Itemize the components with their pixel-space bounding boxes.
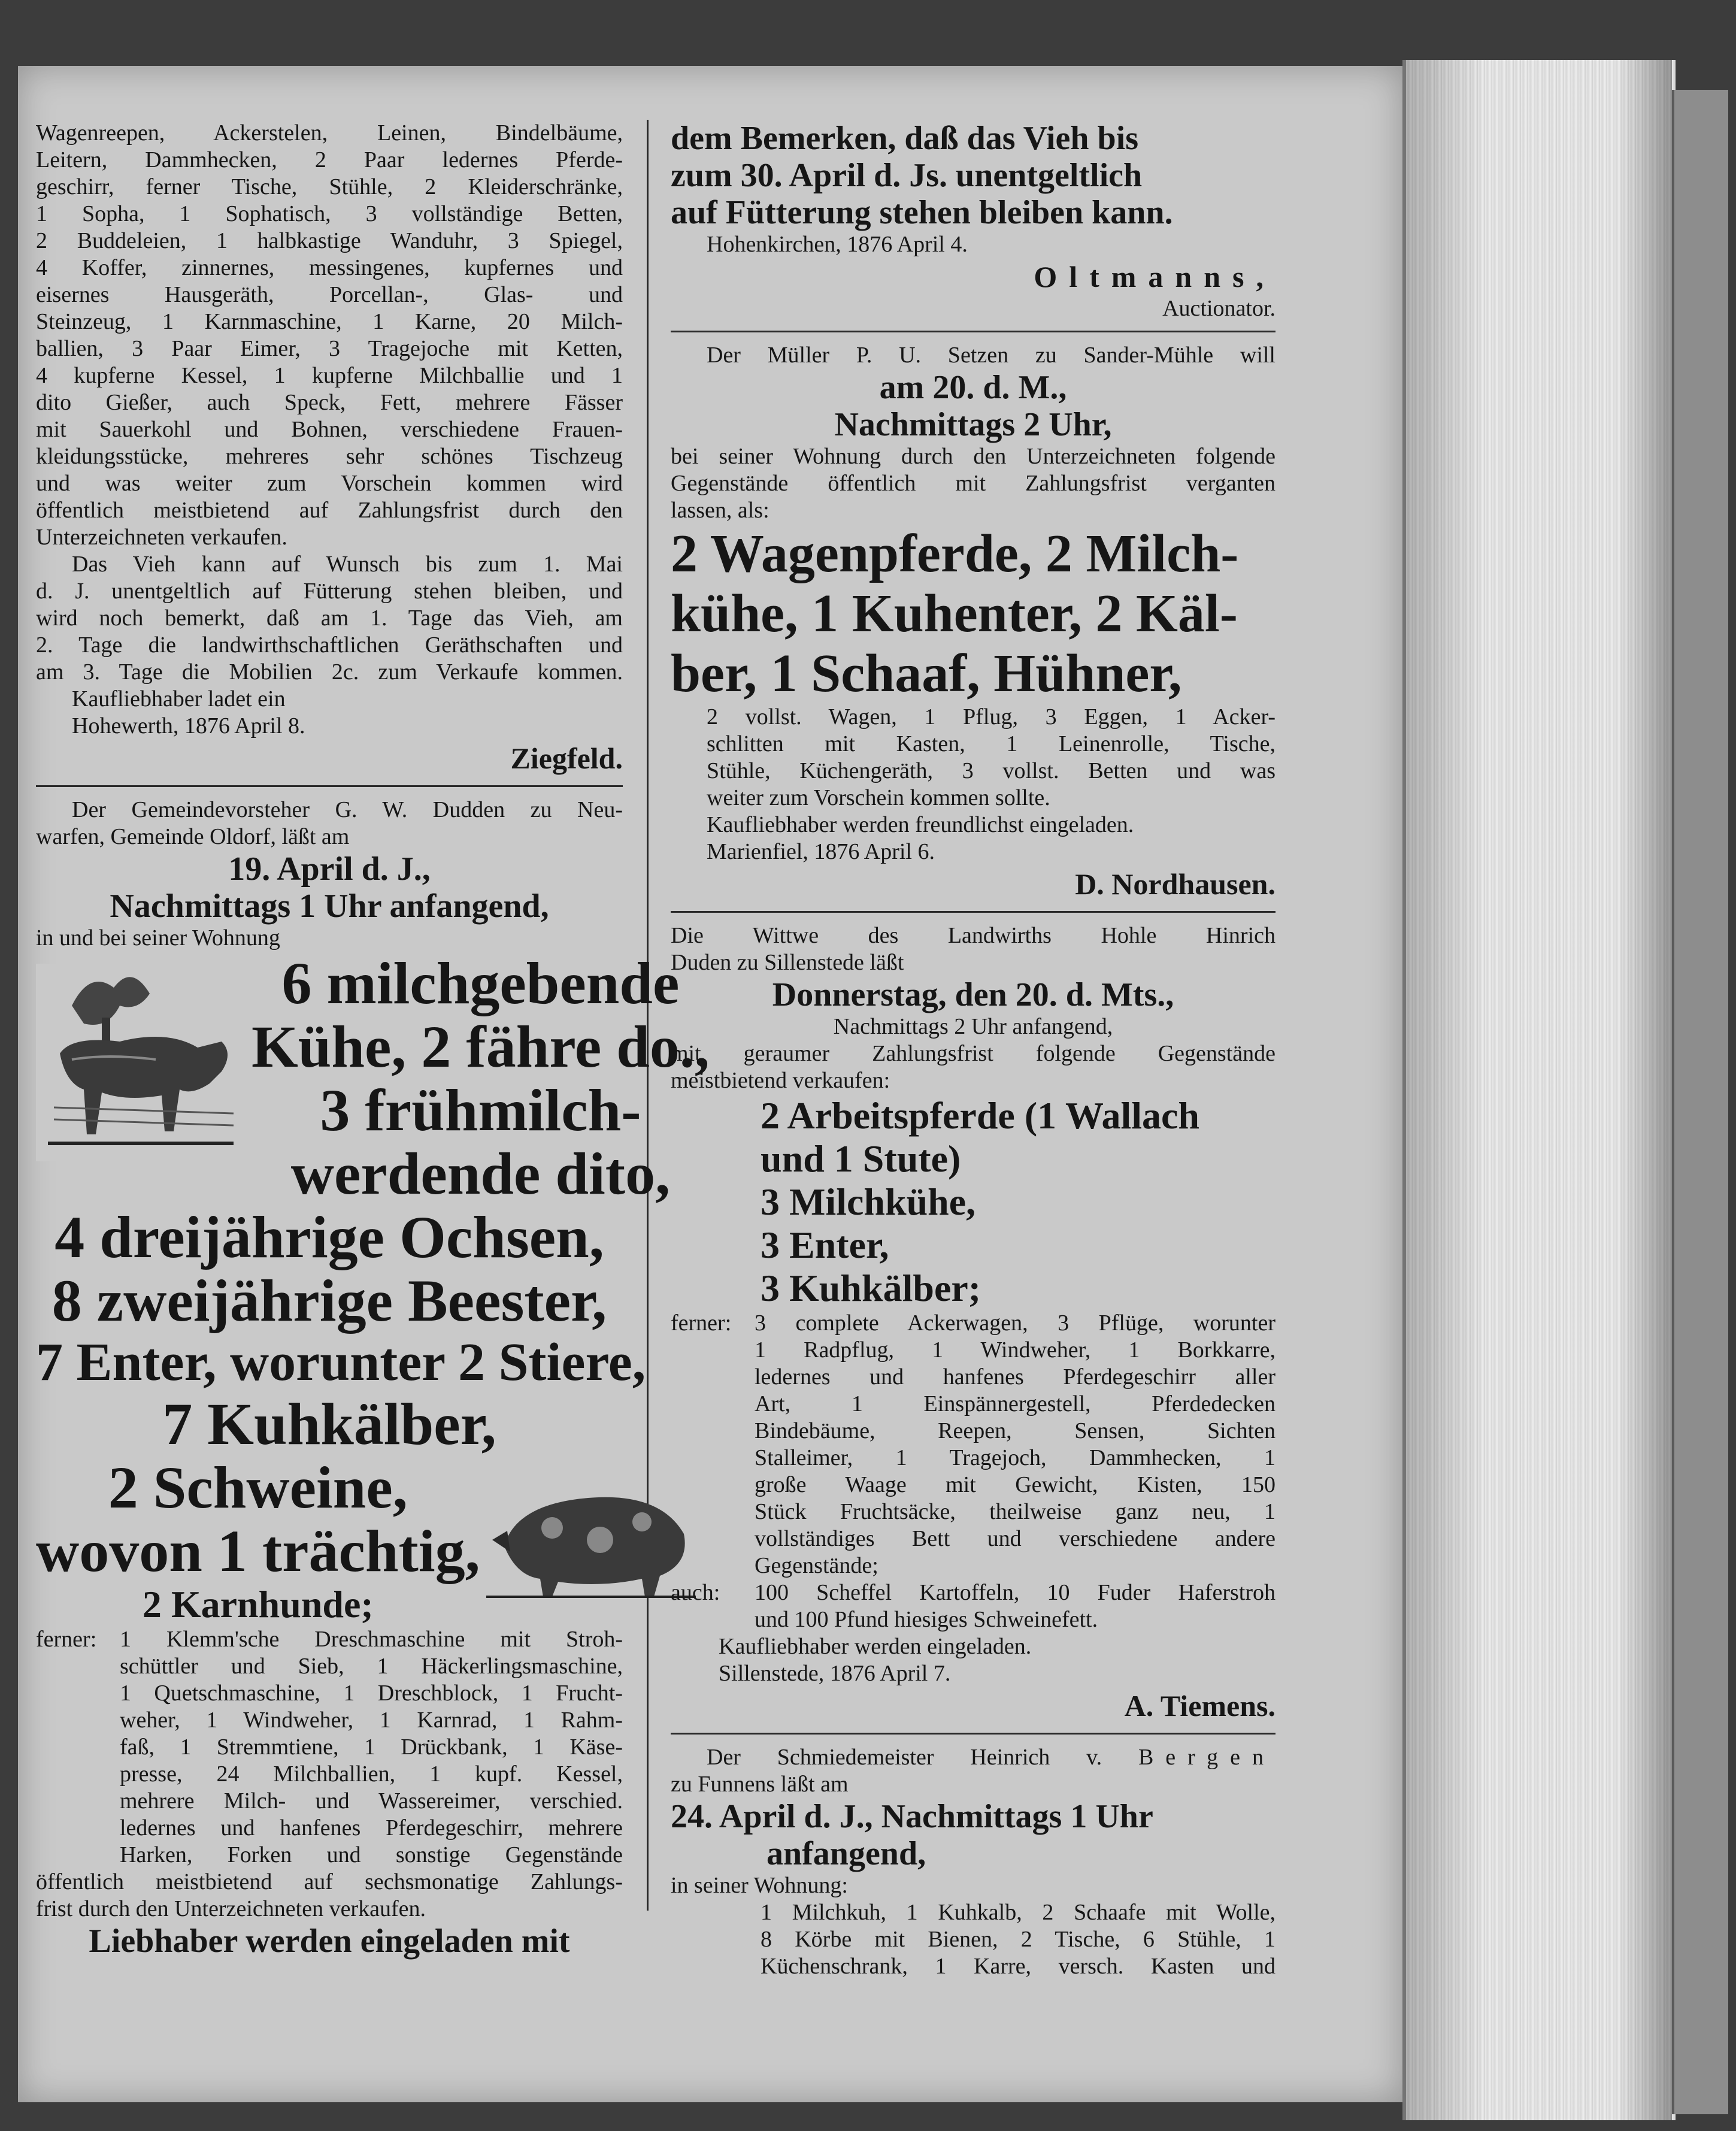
- ad-separator: [36, 785, 623, 787]
- text-line: Kaufliebhaber werden freundlichst eingeladen.: [707, 812, 1134, 837]
- text-line: Sillenstede, 1876 April 7.: [719, 1661, 951, 1686]
- text-line: in seiner Wohnung:: [671, 1873, 848, 1898]
- text-line: [671, 1744, 1276, 1771]
- text-line: warfen, Gemeinde Oldorf, läßt am: [36, 824, 350, 849]
- text-line: Der Müller P. U. Setzen zu Sander-Mühle will: [707, 343, 1276, 368]
- text-line: 1 Klemm'sche Dreschmaschine mit Stroh-: [120, 1627, 623, 1652]
- big-line: dem Bemerken, daß das Vieh bis: [671, 120, 1138, 157]
- text-line: öffentlich meistbietend auf Zahlungsfrist durch den: [36, 498, 623, 523]
- ad3-tail: [671, 1633, 1276, 1687]
- text-line: weher, 1 Windweher, 1 Karnrad, 1 Rahm-: [120, 1708, 623, 1733]
- place-date: Hohenkirchen, 1876 April 4.: [707, 232, 968, 257]
- book-cover: [1672, 90, 1728, 2114]
- auction-date: 19. April d. J.,: [228, 850, 431, 888]
- text-line: ballien, 3 Paar Eimer, 3 Tragejoche mit Ketten,: [36, 336, 623, 361]
- pig-block: [36, 1456, 623, 1626]
- text-line: schüttler und Sieb, 1 Häckerlingsmaschine,: [120, 1654, 623, 1679]
- text-line: dito Gießer, auch Speck, Fett, mehrere Fässer: [36, 390, 623, 415]
- big-line: werdende dito,: [290, 1140, 671, 1207]
- big-line: 7 Enter, worunter 2 Stiere,: [36, 1333, 646, 1392]
- intro-name-spaced: Bergen: [1138, 1745, 1276, 1770]
- auch-label: auch:: [671, 1580, 720, 1605]
- big-line: auf Fütterung stehen bleiben kann.: [671, 194, 1173, 231]
- ferner-body: [755, 1310, 1276, 1579]
- text-line: presse, 24 Milchballien, 1 kupf. Kessel,: [120, 1761, 623, 1787]
- signature-title: Auctionator.: [1162, 296, 1276, 321]
- ferner-list: [671, 1310, 1276, 1579]
- text-line: Marienfiel, 1876 April 6.: [707, 839, 935, 864]
- auction-time: Nachmittags 1 Uhr anfangend,: [110, 888, 549, 925]
- ad4-items: [671, 1899, 1276, 1980]
- text-line: Der Gemeindevorsteher G. W. Dudden zu Neu-: [72, 797, 623, 822]
- cow-woodcut-illustration: [36, 964, 252, 1164]
- ad1-continued-text: [36, 120, 623, 777]
- big-line: 3 Enter,: [761, 1224, 889, 1266]
- big-line: 3 frühmilch-: [320, 1077, 641, 1143]
- auction-date: 24. April d. J., Nachmittags 1 Uhr: [671, 1798, 1153, 1835]
- text-line: 1 Sopha, 1 Sophatisch, 3 vollständige Betten,: [36, 201, 623, 226]
- text-line: mehrere Milch- und Wassereimer, verschied.: [120, 1788, 623, 1814]
- ad-separator: [671, 911, 1276, 913]
- text-line: Gegenstände öffentlich mit Zahlungsfrist verganten: [671, 471, 1276, 496]
- ad4-funnens: [671, 1744, 1276, 1980]
- text-line: 8 Körbe mit Bienen, 2 Tische, 6 Stühle, 1: [761, 1927, 1276, 1952]
- text-line: Leitern, Dammhecken, 2 Paar ledernes Pferde-: [36, 147, 623, 172]
- text-line: Art, 1 Einspännergestell, Pferdedecken: [755, 1391, 1276, 1416]
- text-line: Harken, Forken und sonstige Gegenstände: [120, 1842, 623, 1867]
- text-line: weiter zum Vorschein kommen sollte.: [707, 785, 1050, 810]
- text-line: 3 complete Ackerwagen, 3 Pflüge, worunter: [755, 1310, 1276, 1336]
- big-line: wovon 1 trächtig,: [36, 1518, 480, 1584]
- text-line: zu Funnens läßt am: [671, 1772, 849, 1797]
- text-line: 4 kupferne Kessel, 1 kupferne Milchballie und 1: [36, 363, 623, 388]
- ferner-label: ferner:: [36, 1627, 97, 1652]
- big-line: 2 Karnhunde;: [142, 1583, 374, 1626]
- big-line: 6 milchgebende: [281, 950, 680, 1016]
- right-column: [671, 120, 1276, 1980]
- text-line: große Waage mit Gewicht, Kisten, 150: [755, 1472, 1276, 1497]
- text-line: Stalleimer, 1 Tragejoch, Dammhecken, 1: [755, 1445, 1276, 1470]
- ad3-sillenstede: [671, 922, 1276, 1724]
- ferner-label: ferner:: [671, 1310, 732, 1336]
- text-line: mit geraumer Zahlungsfrist folgende Gegenstände: [671, 1041, 1276, 1066]
- text-line: öffentlich meistbietend auf sechsmonatige Zahlungs-: [36, 1869, 623, 1894]
- ad-separator: [671, 331, 1276, 332]
- text-line: Stück Fruchtsäcke, theilweise ganz neu, 1: [755, 1499, 1276, 1524]
- page-stack-shade: [1402, 60, 1672, 2120]
- text-line: Kaufliebhaber werden eingeladen.: [719, 1634, 1032, 1659]
- text-line: Stühle, Küchengeräth, 3 vollst. Betten und was: [707, 758, 1276, 783]
- big-line: 2 Arbeitspferde (1 Wallach: [761, 1094, 1199, 1137]
- cow-block: [36, 950, 710, 1207]
- text-line: ledernes und hanfenes Pferdegeschirr aller: [755, 1364, 1276, 1390]
- text-line: Gegenstände;: [755, 1553, 878, 1578]
- text-line: 1 Radpflug, 1 Windweher, 1 Borkkarre,: [755, 1337, 1276, 1363]
- text-line: 100 Scheffel Kartoffeln, 10 Fuder Haferstroh: [755, 1580, 1276, 1605]
- text-line: und 100 Pfund hiesiges Schweinefett.: [755, 1607, 1098, 1632]
- signature: Oltmanns,: [1034, 260, 1276, 293]
- text-line: Steinzeug, 1 Karnmaschine, 1 Karne, 20 Milch-: [36, 309, 623, 334]
- text-line: Bindebäume, Reepen, Sensen, Sichten: [755, 1418, 1276, 1443]
- text-line: 2 vollst. Wagen, 1 Pflug, 3 Eggen, 1 Acker-: [707, 704, 1276, 729]
- text-line: meistbietend verkaufen:: [671, 1068, 890, 1093]
- ad2-items: [671, 704, 1276, 865]
- text-line: bei seiner Wohnung durch den Unterzeichneten folgende: [671, 444, 1276, 469]
- auction-date: Donnerstag, den 20. d. Mts.,: [772, 976, 1174, 1013]
- text-line: 2 Buddeleien, 1 halbkastige Wanduhr, 3 Spiegel,: [36, 228, 623, 253]
- ferner-body: [120, 1626, 623, 1869]
- text-line: Wagenreepen, Ackerstelen, Leinen, Bindelbäume,: [36, 120, 623, 146]
- big-line: zum 30. April d. Js. unentgeltlich: [671, 157, 1143, 194]
- ad1-ending: [671, 120, 1276, 322]
- text-line: 4 Koffer, zinnernes, messingenes, kupfernes und: [36, 255, 623, 280]
- text-line: eisernes Hausgeräth, Porcellan-, Glas- und: [36, 282, 623, 307]
- text-line: Küchenschrank, 1 Karre, versch. Kasten und: [761, 1954, 1276, 1979]
- text-line: 1 Quetschmaschine, 1 Dreschblock, 1 Frucht-: [120, 1681, 623, 1706]
- cow-lines: [252, 952, 710, 1206]
- big-line: Kühe, 2 fähre do.,: [252, 1013, 710, 1080]
- big-line: ber, 1 Schaaf, Hühner,: [671, 644, 1182, 703]
- text-line: faß, 1 Stremmtiene, 1 Drückbank, 1 Käse-: [120, 1735, 623, 1760]
- signature: Ziegfeld.: [510, 741, 623, 775]
- big-line: 8 zweijährige Beester,: [51, 1267, 607, 1334]
- left-column: [36, 120, 710, 1960]
- auction-date: am 20. d. M.,: [879, 369, 1067, 406]
- signature: A. Tiemens.: [1124, 1689, 1276, 1723]
- text-line: schlitten mit Kasten, 1 Leinenrolle, Tische,: [707, 731, 1276, 756]
- text-line: in und bei seiner Wohnung: [36, 925, 280, 951]
- text-line: am 3. Tage die Mobilien 2c. zum Verkaufe kommen.: [36, 659, 623, 685]
- big-line: 2 Wagenpferde, 2 Milch-: [671, 524, 1239, 583]
- text-line: vollständiges Bett und verschiedene andere: [755, 1526, 1276, 1551]
- text-line: geschirr, ferner Tische, Stühle, 2 Kleiderschränke,: [36, 174, 623, 199]
- text-line: Hohewerth, 1876 April 8.: [72, 713, 305, 738]
- text-line: kleidungsstücke, mehreres sehr schönes Tischzeug: [36, 444, 623, 469]
- text-line: wird noch bemerkt, daß am 1. Tage das Vieh, am: [36, 606, 623, 631]
- intro-part: Der Schmiedemeister Heinrich v.: [707, 1745, 1102, 1770]
- text-line: und was weiter zum Vorschein kommen wird: [36, 471, 623, 496]
- closing-line: Liebhaber werden eingeladen mit: [89, 1923, 570, 1960]
- text-line: Das Vieh kann auf Wunsch bis zum 1. Mai: [72, 552, 623, 577]
- big-line: 7 Kuhkälber,: [162, 1391, 496, 1457]
- auch-body: [755, 1579, 1276, 1633]
- ad3-big-items: [671, 1094, 1276, 1310]
- text-line: Unterzeichneten verkaufen.: [36, 525, 287, 550]
- auction-time: Nachmittags 2 Uhr anfangend,: [833, 1014, 1113, 1039]
- big-line: 3 Kuhkälber;: [761, 1267, 981, 1309]
- big-line: 4 dreijährige Ochsen,: [54, 1204, 604, 1270]
- big-line: und 1 Stute): [761, 1137, 961, 1180]
- text-line: Duden zu Sillenstede läßt: [671, 950, 904, 975]
- text-line: mit Sauerkohl und Bohnen, verschiedene Frauen-: [36, 417, 623, 442]
- text-line: 1 Milchkuh, 1 Kuhkalb, 2 Schaafe mit Wolle,: [761, 1900, 1276, 1925]
- auction-date-cont: anfangend,: [766, 1835, 926, 1872]
- ferner-list: [36, 1626, 623, 1869]
- ad-separator: [671, 1733, 1276, 1735]
- text-line: frist durch den Unterzeichneten verkaufen.: [36, 1896, 426, 1921]
- auction-time: Nachmittags 2 Uhr,: [834, 406, 1112, 443]
- text-line: lassen, als:: [671, 498, 769, 523]
- auch-list: [671, 1579, 1276, 1633]
- text-line: 2. Tage die landwirthschaftlichen Geräthschaften und: [36, 632, 623, 658]
- text-line: Kaufliebhaber ladet ein: [72, 686, 286, 712]
- text-line: ledernes und hanfenes Pferdegeschirr, mehrere: [120, 1815, 623, 1841]
- big-line: 3 Milchkühe,: [761, 1180, 976, 1223]
- ad2-sander-muehle: [671, 342, 1276, 903]
- big-line: 2 Schweine,: [108, 1454, 408, 1521]
- text-line: d. J. unentgeltlich auf Fütterung stehen bleiben, und: [36, 579, 623, 604]
- text-line: Die Wittwe des Landwirths Hohle Hinrich: [671, 923, 1276, 948]
- signature: D. Nordhausen.: [1075, 867, 1276, 901]
- pig-lines: [36, 1456, 480, 1626]
- big-line: kühe, 1 Kuhenter, 2 Käl-: [671, 584, 1238, 643]
